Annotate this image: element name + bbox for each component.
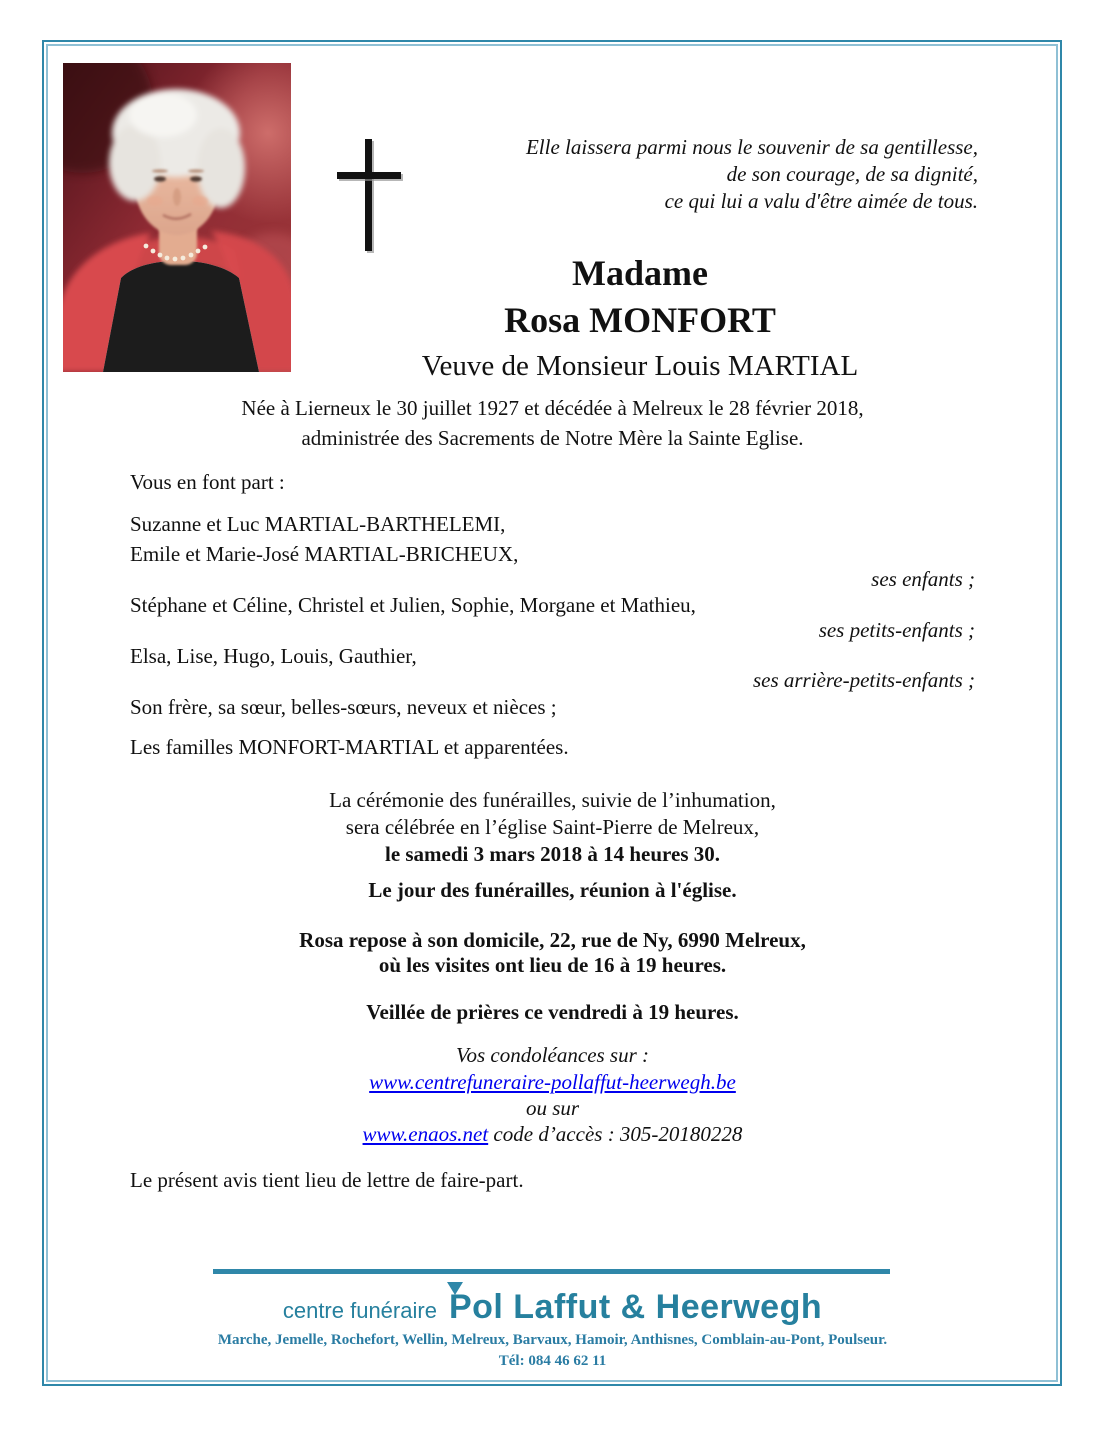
brand-prefix: centre funéraire xyxy=(282,1298,437,1323)
repose-line-2: où les visites ont lieu de 16 à 19 heures. xyxy=(378,953,727,977)
sacraments-line: administrée des Sacrements de Notre Mère la Sainte Eglise. xyxy=(301,426,804,450)
footer-locations: Marche, Jemelle, Rochefort, Wellin, Melreux, Barvaux, Hamoir, Anthisnes, Comblain-au-Pont, Poulseur. xyxy=(217,1332,888,1348)
condolences-link-primary[interactable]: www.centrefuneraire-pollaffut-heerwegh.be xyxy=(369,1070,736,1094)
children-line-1: Suzanne et Luc MARTIAL-BARTHELEMI, xyxy=(130,512,506,536)
great-grandchildren-line: Elsa, Lise, Hugo, Louis, Gauthier, xyxy=(130,644,417,668)
ceremony-date: le samedi 3 mars 2018 à 14 heures 30. xyxy=(384,842,720,866)
quote-line-2: de son courage, de sa dignité, xyxy=(726,162,978,186)
access-code: code d’accès : 305-20180228 xyxy=(493,1122,743,1146)
quote-line-3: ce qui lui a valu d'être aimée de tous. xyxy=(664,189,978,213)
repose-line-1: Rosa repose à son domicile, 22, rue de Ny, 6990 Melreux, xyxy=(299,928,806,952)
deceased-name: Rosa MONFORT xyxy=(504,300,776,340)
families-line: Les familles MONFORT-MARTIAL et apparentées. xyxy=(130,735,569,759)
ceremony-line-2: sera célébrée en l’église Saint-Pierre de Melreux, xyxy=(345,815,760,839)
vigil-line: Veillée de prières ce vendredi à 19 heures. xyxy=(366,1000,739,1024)
siblings-line: Son frère, sa sœur, belles-sœurs, neveux et nièces ; xyxy=(130,695,557,719)
ceremony-line-1: La cérémonie des funérailles, suivie de l’inhumation, xyxy=(329,788,776,812)
quote-line-1: Elle laissera parmi nous le souvenir de sa gentillesse, xyxy=(525,135,978,159)
meeting-line: Le jour des funérailles, réunion à l'église. xyxy=(368,878,737,902)
condolences-link-enaos[interactable]: www.enaos.net xyxy=(362,1122,489,1146)
children-label: ses enfants ; xyxy=(871,567,975,591)
brand-name: Pol Laffut & Heerwegh xyxy=(448,1288,823,1326)
birth-death-line: Née à Lierneux le 30 juillet 1927 et décédée à Melreux le 28 février 2018, xyxy=(241,396,864,420)
condolences-intro: Vos condoléances sur : xyxy=(455,1043,650,1067)
faire-part-notice: Le présent avis tient lieu de lettre de faire-part. xyxy=(130,1168,524,1192)
title-veuve: Veuve de Monsieur Louis MARTIAL xyxy=(421,350,859,382)
announce-intro: Vous en font part : xyxy=(130,470,285,494)
condolences-or: ou sur xyxy=(525,1096,580,1120)
footer-divider xyxy=(213,1269,890,1274)
great-grandchildren-label: ses arrière-petits-enfants ; xyxy=(752,668,975,692)
children-line-2: Emile et Marie-José MARTIAL-BRICHEUX, xyxy=(130,542,519,566)
grandchildren-line: Stéphane et Céline, Christel et Julien, Sophie, Morgane et Mathieu, xyxy=(130,593,696,617)
footer-phone: Tél: 084 46 62 11 xyxy=(498,1353,607,1369)
funeral-home-logo xyxy=(0,1288,1105,1327)
grandchildren-label: ses petits-enfants ; xyxy=(818,618,975,642)
title-madame: Madame xyxy=(572,253,708,293)
